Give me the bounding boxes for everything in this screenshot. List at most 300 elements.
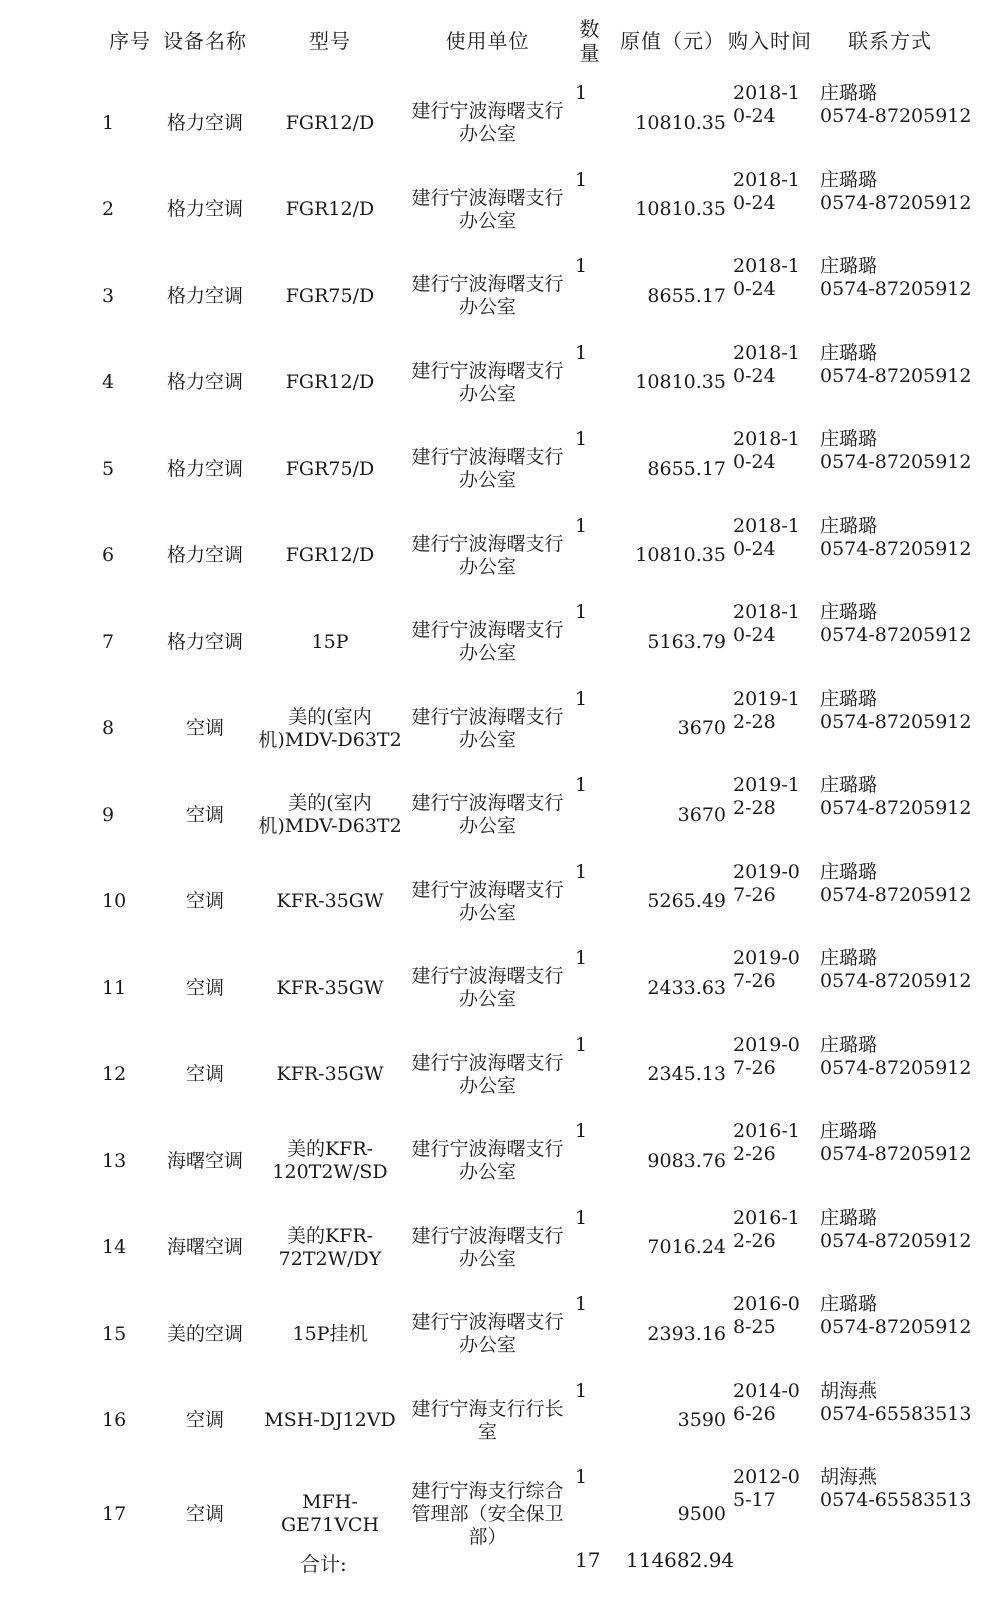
row-price xyxy=(612,1378,726,1464)
row-date-text: 2016-12-26 xyxy=(733,1120,800,1165)
row-model-text: MSH-DJ12VD xyxy=(264,1409,396,1431)
contact-phone: 0574-87205912 xyxy=(820,1056,972,1079)
row-unit xyxy=(405,599,570,685)
table-row xyxy=(0,1118,1000,1204)
row-unit xyxy=(405,1032,570,1118)
row-date xyxy=(733,1120,805,1166)
row-model-text: KFR-35GW xyxy=(276,976,384,999)
row-name xyxy=(160,859,250,945)
row-unit xyxy=(405,859,570,945)
contact-name: 庄璐璐 xyxy=(820,601,878,623)
row-unit xyxy=(405,1205,570,1291)
row-unit xyxy=(405,1378,570,1464)
contact-name: 庄璐璐 xyxy=(820,428,878,450)
row-price-text: 3670 xyxy=(677,803,726,826)
row-model xyxy=(255,80,405,166)
row-date-text: 2012-05-17 xyxy=(733,1466,800,1511)
row-name xyxy=(160,772,250,858)
contact-phone: 0574-87205912 xyxy=(820,537,972,560)
row-qty-text: 1 xyxy=(575,774,588,796)
row-model xyxy=(255,1205,405,1291)
row-name-text: 格力空调 xyxy=(166,284,243,307)
table-row xyxy=(0,1291,1000,1377)
row-contact xyxy=(820,1120,990,1166)
row-price-text: 2433.63 xyxy=(647,976,726,999)
row-seq xyxy=(102,1118,152,1204)
row-model xyxy=(255,1291,405,1377)
row-name-text: 空调 xyxy=(185,717,224,739)
row-model-text: FGR12/D xyxy=(285,371,375,393)
row-qty-text: 1 xyxy=(575,1033,588,1056)
contact-name: 庄璐璐 xyxy=(820,514,878,537)
row-price-text: 10810.35 xyxy=(635,198,726,220)
row-price-text: 10810.35 xyxy=(635,371,726,393)
contact-name: 庄璐璐 xyxy=(820,860,878,883)
row-qty-text: 1 xyxy=(575,601,588,623)
contact-name: 庄璐璐 xyxy=(820,255,878,277)
row-unit xyxy=(405,340,570,426)
row-name xyxy=(160,1291,250,1377)
row-date xyxy=(733,947,805,993)
contact-name: 庄璐璐 xyxy=(820,1206,878,1229)
row-name-text: 格力空调 xyxy=(166,111,243,134)
row-name-text: 空调 xyxy=(185,976,224,999)
row-seq-text: 17 xyxy=(102,1502,127,1525)
row-date-text: 2018-10-24 xyxy=(733,341,800,387)
row-qty xyxy=(575,1207,605,1230)
header-seq: 序号 xyxy=(109,29,151,53)
row-qty xyxy=(575,1293,605,1316)
table-row xyxy=(0,945,1000,1031)
contact-phone: 0574-65583513 xyxy=(820,1489,972,1511)
row-date-text: 2019-07-26 xyxy=(733,860,800,906)
row-name xyxy=(160,80,250,166)
row-price xyxy=(612,1205,726,1291)
row-qty-text: 1 xyxy=(575,860,588,883)
row-model-text: MFH-GE71VCH xyxy=(280,1491,380,1536)
row-unit-text: 建行宁海支行行长室 xyxy=(411,1397,564,1443)
row-contact xyxy=(820,774,990,820)
row-seq xyxy=(102,513,152,599)
row-unit xyxy=(405,513,570,599)
row-model xyxy=(255,772,405,858)
row-price xyxy=(612,167,726,253)
row-date xyxy=(733,515,805,561)
row-seq xyxy=(102,167,152,253)
table-row xyxy=(0,1378,1000,1464)
row-seq-text: 9 xyxy=(102,803,115,826)
row-price xyxy=(612,80,726,166)
row-unit-text: 建行宁波海曙支行办公室 xyxy=(411,1138,564,1183)
row-price-text: 10810.35 xyxy=(635,111,726,134)
row-date-text: 2016-12-26 xyxy=(733,1206,800,1252)
row-model xyxy=(255,1118,405,1204)
contact-phone: 0574-87205912 xyxy=(820,970,972,992)
row-unit xyxy=(405,1291,570,1377)
contact-name: 庄璐璐 xyxy=(820,1293,878,1315)
row-seq xyxy=(102,1205,152,1291)
contact-phone: 0574-87205912 xyxy=(820,451,972,473)
row-date xyxy=(733,1293,805,1339)
row-qty-text: 1 xyxy=(575,255,588,277)
row-date xyxy=(733,255,805,301)
contact-phone: 0574-87205912 xyxy=(820,191,972,214)
row-unit-text: 建行宁波海曙支行办公室 xyxy=(411,359,564,405)
row-model xyxy=(255,340,405,426)
row-qty xyxy=(575,688,605,711)
contact-name: 庄璐璐 xyxy=(820,341,878,364)
row-contact xyxy=(820,1380,990,1426)
row-date-text: 2018-10-24 xyxy=(733,428,800,473)
row-name xyxy=(160,1378,250,1464)
row-model xyxy=(255,945,405,1031)
contact-name: 庄璐璐 xyxy=(820,82,878,104)
row-name-text: 海曙空调 xyxy=(166,1236,243,1258)
row-name xyxy=(160,340,250,426)
row-model-text: 美的(室内机)MDV-D63T2 xyxy=(258,705,402,751)
row-seq xyxy=(102,599,152,685)
row-model-text: KFR-35GW xyxy=(276,890,384,912)
contact-phone: 0574-87205912 xyxy=(820,1229,972,1252)
table-row xyxy=(0,859,1000,945)
row-seq xyxy=(102,1291,152,1377)
row-price xyxy=(612,772,726,858)
row-name-text: 空调 xyxy=(185,890,224,912)
row-model xyxy=(255,686,405,772)
row-name xyxy=(160,253,250,339)
contact-name: 庄璐璐 xyxy=(820,1120,878,1142)
row-unit-text: 建行宁波海曙支行办公室 xyxy=(411,619,564,664)
contact-name: 庄璐璐 xyxy=(820,774,878,796)
row-date xyxy=(733,1207,805,1253)
row-contact xyxy=(820,947,990,993)
contact-phone: 0574-87205912 xyxy=(820,797,972,819)
row-seq xyxy=(102,253,152,339)
row-qty xyxy=(575,947,605,970)
row-model-text: FGR75/D xyxy=(285,284,375,307)
row-name xyxy=(160,599,250,685)
header-name: 设备名称 xyxy=(163,29,247,53)
row-price xyxy=(612,1032,726,1118)
row-price xyxy=(612,859,726,945)
row-price-text: 10810.35 xyxy=(635,544,726,566)
row-model xyxy=(255,426,405,512)
row-contact xyxy=(820,342,990,388)
row-seq xyxy=(102,772,152,858)
row-price-text: 5163.79 xyxy=(647,630,726,653)
row-seq xyxy=(102,1378,152,1464)
row-seq xyxy=(102,686,152,772)
row-name-text: 空调 xyxy=(185,1409,224,1431)
row-seq-text: 16 xyxy=(102,1409,127,1431)
row-unit-text: 建行宁波海曙支行办公室 xyxy=(411,1224,564,1270)
row-unit-text: 建行宁波海曙支行办公室 xyxy=(411,273,564,318)
row-date-text: 2018-10-24 xyxy=(733,601,800,646)
row-model-text: 美的KFR-120T2W/SD xyxy=(272,1138,388,1183)
row-contact xyxy=(820,1207,990,1253)
row-unit-text: 建行宁海支行综合管理部（安全保卫部） xyxy=(411,1479,564,1548)
row-unit xyxy=(405,80,570,166)
table-header xyxy=(0,0,1000,82)
row-unit xyxy=(405,167,570,253)
row-date xyxy=(733,169,805,215)
row-name xyxy=(160,513,250,599)
row-date xyxy=(733,861,805,907)
row-seq-text: 14 xyxy=(102,1236,127,1258)
header-qty: 数量 xyxy=(579,17,601,65)
row-qty xyxy=(575,515,605,538)
row-qty-text: 1 xyxy=(575,1379,588,1402)
row-price xyxy=(612,253,726,339)
row-name-text: 格力空调 xyxy=(166,198,243,220)
row-seq-text: 13 xyxy=(102,1149,127,1172)
table-row xyxy=(0,167,1000,253)
row-name-text: 格力空调 xyxy=(166,630,243,653)
row-date xyxy=(733,1380,805,1426)
row-date xyxy=(733,774,805,820)
total-qty: 17 xyxy=(575,1548,601,1572)
row-price-text: 3590 xyxy=(677,1409,726,1431)
row-price-text: 3670 xyxy=(677,717,726,739)
row-unit-text: 建行宁波海曙支行办公室 xyxy=(411,532,564,578)
row-model-text: FGR12/D xyxy=(285,544,375,566)
row-unit-text: 建行宁波海曙支行办公室 xyxy=(411,792,564,837)
row-contact xyxy=(820,1466,990,1512)
row-price-text: 9500 xyxy=(677,1502,726,1525)
row-date-text: 2019-07-26 xyxy=(733,947,800,992)
row-name xyxy=(160,686,250,772)
row-date xyxy=(733,1034,805,1080)
row-unit-text: 建行宁波海曙支行办公室 xyxy=(411,1051,564,1097)
row-qty xyxy=(575,1466,605,1489)
row-unit-text: 建行宁波海曙支行办公室 xyxy=(411,965,564,1010)
row-name-text: 海曙空调 xyxy=(166,1149,243,1172)
row-price-text: 8655.17 xyxy=(647,457,726,480)
row-date xyxy=(733,688,805,734)
row-qty-text: 1 xyxy=(575,428,588,450)
row-model-text: 15P xyxy=(311,630,349,653)
row-seq xyxy=(102,1032,152,1118)
contact-phone: 0574-87205912 xyxy=(820,1143,972,1165)
contact-phone: 0574-87205912 xyxy=(820,364,972,387)
contact-phone: 0574-87205912 xyxy=(820,883,972,906)
contact-phone: 0574-87205912 xyxy=(820,105,972,127)
row-contact xyxy=(820,1293,990,1339)
row-price xyxy=(612,599,726,685)
row-qty-text: 1 xyxy=(575,514,588,537)
row-date xyxy=(733,601,805,647)
row-seq xyxy=(102,859,152,945)
row-price xyxy=(612,340,726,426)
row-model-text: 美的KFR-72T2W/DY xyxy=(278,1224,382,1270)
row-qty xyxy=(575,255,605,278)
header-unit: 使用单位 xyxy=(445,29,530,53)
contact-phone: 0574-87205912 xyxy=(820,710,972,733)
row-name xyxy=(160,167,250,253)
row-price xyxy=(612,945,726,1031)
row-name-text: 空调 xyxy=(185,1063,224,1085)
row-qty xyxy=(575,1034,605,1057)
row-contact xyxy=(820,861,990,907)
row-unit-text: 建行宁波海曙支行办公室 xyxy=(411,100,564,145)
row-seq-text: 1 xyxy=(102,111,115,134)
row-unit xyxy=(405,426,570,512)
contact-phone: 0574-65583513 xyxy=(820,1402,972,1425)
row-price-text: 9083.76 xyxy=(647,1149,726,1172)
row-seq xyxy=(102,426,152,512)
row-unit xyxy=(405,1118,570,1204)
table-row xyxy=(0,686,1000,772)
row-unit xyxy=(405,253,570,339)
header-contact: 联系方式 xyxy=(848,29,932,53)
row-price xyxy=(612,686,726,772)
header-date: 购入时间 xyxy=(728,29,812,53)
row-model xyxy=(255,167,405,253)
row-date-text: 2019-12-28 xyxy=(733,774,800,819)
row-model-text: 美的(室内机)MDV-D63T2 xyxy=(258,792,402,837)
row-seq-text: 7 xyxy=(102,630,115,653)
row-date-text: 2018-10-24 xyxy=(733,168,800,214)
row-price xyxy=(612,513,726,599)
row-date-text: 2019-07-26 xyxy=(733,1033,800,1079)
contact-phone: 0574-87205912 xyxy=(820,624,972,646)
row-seq xyxy=(102,340,152,426)
row-date-text: 2018-10-24 xyxy=(733,255,800,300)
row-model xyxy=(255,253,405,339)
row-unit-text: 建行宁波海曙支行办公室 xyxy=(411,705,564,751)
row-qty xyxy=(575,1120,605,1143)
row-seq-text: 8 xyxy=(102,717,115,739)
table-row xyxy=(0,80,1000,166)
row-seq-text: 6 xyxy=(102,544,115,566)
row-name-text: 空调 xyxy=(185,803,224,826)
contact-phone: 0574-87205912 xyxy=(820,1316,972,1338)
total-row xyxy=(0,1548,1000,1578)
row-name-text: 格力空调 xyxy=(166,544,243,566)
row-qty-text: 1 xyxy=(575,1466,588,1488)
row-price xyxy=(612,426,726,512)
row-unit-text: 建行宁波海曙支行办公室 xyxy=(411,1311,564,1356)
table-row xyxy=(0,1205,1000,1291)
row-price-text: 2393.16 xyxy=(647,1322,726,1345)
row-name xyxy=(160,1205,250,1291)
row-name xyxy=(160,426,250,512)
row-price-text: 7016.24 xyxy=(647,1236,726,1258)
header-model: 型号 xyxy=(309,29,351,53)
row-contact xyxy=(820,428,990,474)
row-model-text: FGR75/D xyxy=(285,457,375,480)
row-qty-text: 1 xyxy=(575,82,588,104)
row-seq-text: 5 xyxy=(102,457,115,480)
row-name xyxy=(160,1118,250,1204)
table-row xyxy=(0,340,1000,426)
row-qty-text: 1 xyxy=(575,341,588,364)
contact-name: 胡海燕 xyxy=(820,1466,878,1488)
row-model xyxy=(255,1378,405,1464)
row-model xyxy=(255,859,405,945)
row-contact xyxy=(820,255,990,301)
row-seq-text: 15 xyxy=(102,1322,127,1345)
row-date-text: 2018-10-24 xyxy=(733,82,800,127)
contact-name: 庄璐璐 xyxy=(820,687,878,710)
row-unit xyxy=(405,772,570,858)
total-label: 合计: xyxy=(300,1552,347,1576)
row-date-text: 2019-12-28 xyxy=(733,687,800,733)
row-price-text: 8655.17 xyxy=(647,284,726,307)
row-contact xyxy=(820,1034,990,1080)
row-contact xyxy=(820,82,990,128)
row-qty xyxy=(575,169,605,192)
row-qty xyxy=(575,342,605,365)
row-name-text: 空调 xyxy=(185,1502,224,1525)
row-model-text: FGR12/D xyxy=(285,111,375,134)
row-qty xyxy=(575,774,605,797)
row-name xyxy=(160,945,250,1031)
row-unit xyxy=(405,945,570,1031)
row-seq xyxy=(102,80,152,166)
row-model xyxy=(255,599,405,685)
row-name-text: 格力空调 xyxy=(166,457,243,480)
row-date xyxy=(733,342,805,388)
row-seq-text: 2 xyxy=(102,198,115,220)
total-price: 114682.94 xyxy=(626,1548,735,1572)
row-qty xyxy=(575,82,605,105)
row-qty xyxy=(575,1380,605,1403)
row-price-text: 2345.13 xyxy=(647,1063,726,1085)
row-date xyxy=(733,1466,805,1512)
row-model-text: KFR-35GW xyxy=(276,1063,384,1085)
row-model-text: FGR12/D xyxy=(285,198,375,220)
row-date xyxy=(733,82,805,128)
row-seq-text: 11 xyxy=(102,976,127,999)
row-date xyxy=(733,428,805,474)
row-unit-text: 建行宁波海曙支行办公室 xyxy=(411,878,564,924)
table-row xyxy=(0,772,1000,858)
table-row xyxy=(0,1032,1000,1118)
row-qty xyxy=(575,861,605,884)
row-name xyxy=(160,1032,250,1118)
row-contact xyxy=(820,169,990,215)
row-qty-text: 1 xyxy=(575,168,588,191)
row-date-text: 2016-08-25 xyxy=(733,1293,800,1338)
row-qty-text: 1 xyxy=(575,1206,588,1229)
row-date-text: 2014-06-26 xyxy=(733,1379,800,1425)
row-price xyxy=(612,1291,726,1377)
row-model-text: 15P挂机 xyxy=(292,1322,368,1345)
table-row xyxy=(0,426,1000,512)
row-price-text: 5265.49 xyxy=(647,890,726,912)
contact-phone: 0574-87205912 xyxy=(820,278,972,300)
row-seq xyxy=(102,945,152,1031)
row-unit-text: 建行宁波海曙支行办公室 xyxy=(411,446,564,491)
row-name-text: 格力空调 xyxy=(166,371,243,393)
row-qty-text: 1 xyxy=(575,947,588,969)
row-contact xyxy=(820,601,990,647)
row-qty-text: 1 xyxy=(575,687,588,710)
row-unit xyxy=(405,686,570,772)
row-seq-text: 10 xyxy=(102,890,127,912)
row-date-text: 2018-10-24 xyxy=(733,514,800,560)
row-unit-text: 建行宁波海曙支行办公室 xyxy=(411,186,564,232)
header-price: 原值（元） xyxy=(620,29,725,53)
table-row xyxy=(0,513,1000,599)
row-qty xyxy=(575,601,605,624)
row-contact xyxy=(820,688,990,734)
row-price xyxy=(612,1118,726,1204)
row-qty xyxy=(575,428,605,451)
row-seq-text: 4 xyxy=(102,371,115,393)
row-seq-text: 3 xyxy=(102,284,115,307)
